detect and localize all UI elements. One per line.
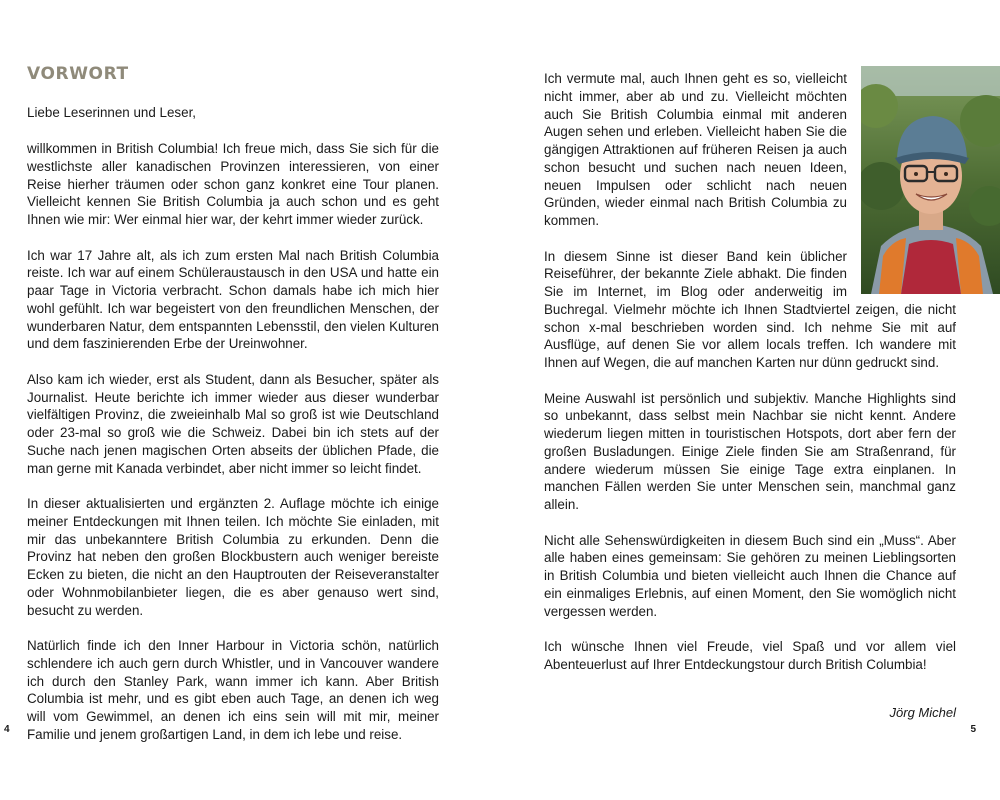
paragraph: Natürlich finde ich den Inner Harbour in Victoria schön, natürlich schlendere ich auch gern durch Whistler, und in Vancouver wandere ich durch den Stanley Park, wann immer ich kann. Aber British Columbia ist mehr, und es gibt eben auch Tage, an denen ich weg will vom Gewimmel, an denen ich eins sein will mit mir, meiner Familie und jenem großartigen Land, in dem ich lebe und reise. (27, 638, 439, 742)
author-portrait-image (861, 66, 1000, 294)
paragraph: In diesem Sinne ist dieser Band kein üblicher Reiseführer, der bekannte Ziele abhakt. Die finden Sie im Internet, im Blog oder anderweitig im Buchregal. Vielmehr möchte ich Ihnen Stadtviertel zeigen, die nicht schon x-mal beschrieben worden sind. Ich nehme Sie mit auf Ausflüge, auf denen Sie vor allem locals treffen. Ich wandere mit Ihnen auf Wegen, die auf manchen Karten nur dünn gedruckt sind. (544, 248, 956, 370)
paragraph: Also kam ich wieder, erst als Student, dann als Besucher, später als Journalist. Heute berichte ich immer wieder aus dieser wunderbar vielfältigen Provinz, die zweieinhalb Mal so groß ist wie Deutschland oder 23-mal so groß wie die Schweiz. Dabei bin ich stets auf der Suche nach jenen magischen Orten abseits der üblichen Pfade, die man gerne mit Kanada verbindet, aber nicht immer so leicht findet. (27, 371, 439, 476)
paragraph: In dieser aktualisierten und ergänzten 2. Auflage möchte ich einige meiner Entdeckungen mit Ihnen teilen. Ich möchte Sie einladen, mit mir das unbekanntere British Columbia zu erkunden. Denn die Provinz hat neben den großen Blockbustern auch weniger bereiste Ecken zu bieten, die nicht an den Hauptrouten der Reiseveranstalter oder Wohnmobilanbieter liegen, die es aber genauso wert sind, besucht zu werden. (27, 496, 439, 618)
paragraph: Ich war 17 Jahre alt, als ich zum ersten Mal nach British Columbia reiste. Ich war auf einem Schüleraustausch in den USA und hatte ein paar Tage in Victoria verbracht. Schon damals habe ich mich hier wohl gefühlt. Ich war begeistert von den freundlichen Menschen, der wunderbaren Natur, dem entspannten Lebensstil, den vielen Kulturen und dem faszinierenden Erbe der Ureinwohner. (27, 247, 439, 352)
salutation: Liebe Leserinnen und Leser, (27, 105, 197, 120)
paragraph: Ich vermute mal, auch Ihnen geht es so, vielleicht nicht immer, aber ab und zu. Vielleicht möchten auch Sie British Columbia einmal mit anderen Augen sehen und erleben. Vielleicht haben Sie die gängigen Attraktionen auf früheren Reisen ja auch schon besucht und suchen nach neuen Ideen, neuen Impulsen oder schlicht nach neuen Gründen, wieder einmal nach British Columbia zu kommen. (544, 71, 847, 228)
page-number-right: 5 (970, 724, 976, 735)
paragraph: Ich wünsche Ihnen viel Freude, viel Spaß und vor allem viel Abenteuerlust auf Ihrer Entdeckungstour durch British Columbia! (544, 639, 956, 672)
paragraph: Nicht alle Sehenswürdigkeiten in diesem Buch sind ein „Muss“. Aber alle haben eines gemeinsam: Sie gehören zu meinen Lieblingsorten in British Columbia und bieten vielleicht auch Ihnen die Chance auf ein einmaliges Erlebnis, auf einen Moment, den Sie womöglich nicht vergessen werden. (544, 532, 956, 619)
paragraph: Meine Auswahl ist persönlich und subjektiv. Manche Highlights sind so unbekannt, dass selbst mein Nachbar sie nicht kennt. Andere wiederum liegen mitten in touristischen Hotspots, dort aber fern der großen Busladungen. Einige Ziele finden Sie am Straßenrand, für andere wiederum müssen Sie einige Tage extra einplanen. In manchen Fällen werden Sie unter Menschen sein, manchmal ganz allein. (544, 390, 956, 512)
left-text-column (27, 140, 439, 761)
page-number-left: 4 (4, 724, 10, 735)
author-photo (861, 66, 1000, 294)
right-text-column (544, 70, 956, 691)
paragraph: willkommen in British Columbia! Ich freue mich, dass Sie sich für die westlichste aller kanadischen Provinzen interessieren, von einer Reise hierher träumen oder schon ganz konkret eine Tour planen. Vielleicht kennen Sie British Columbia ja auch schon und es geht Ihnen wie mir: Wer einmal hier war, der kehrt immer wieder zurück. (27, 141, 439, 227)
page-title: VORWORT (27, 64, 129, 84)
right-page (500, 0, 1000, 800)
author-signature: Jörg Michel (889, 705, 956, 720)
